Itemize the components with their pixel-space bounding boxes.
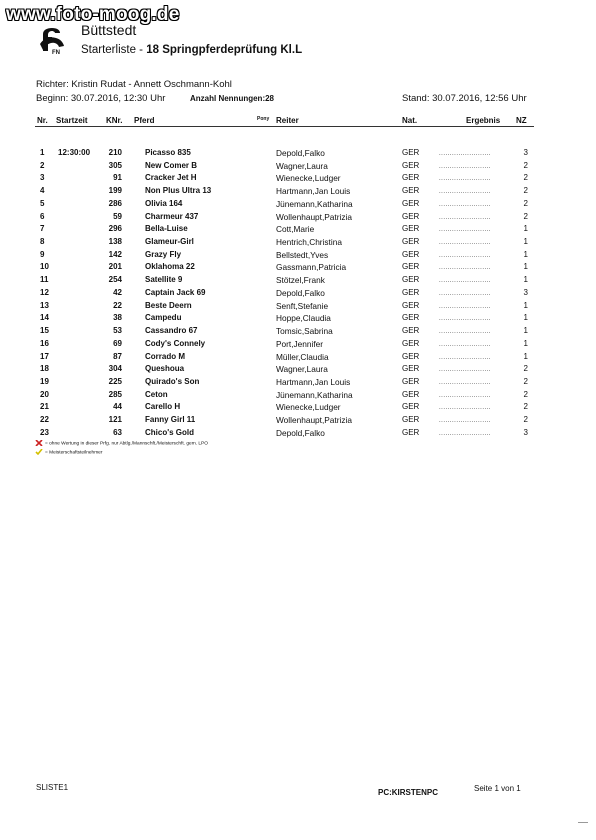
cell-nz: 1 bbox=[523, 224, 528, 234]
table-row bbox=[0, 402, 596, 415]
cell-rider: Hentrich,Christina bbox=[276, 237, 342, 248]
cell-horse: Ceton bbox=[145, 389, 168, 399]
cell-nr: 13 bbox=[40, 300, 49, 310]
table-row bbox=[0, 161, 596, 174]
cell-nr: 17 bbox=[40, 351, 49, 361]
cell-horse: Glameur-Girl bbox=[145, 237, 194, 247]
cell-dots: ........................ bbox=[439, 176, 492, 183]
start-time: Beginn: 30.07.2016, 12:30 Uhr bbox=[36, 93, 166, 104]
cell-nat: GER bbox=[402, 275, 420, 285]
cell-nr: 22 bbox=[40, 415, 49, 425]
cell-nz: 3 bbox=[523, 148, 528, 157]
cell-dots: ........................ bbox=[439, 265, 492, 272]
cell-nz: 1 bbox=[523, 300, 528, 310]
cell-nz: 1 bbox=[523, 275, 528, 285]
table-row bbox=[0, 173, 596, 186]
cell-nat: GER bbox=[402, 237, 420, 247]
cell-dots: ........................ bbox=[439, 405, 492, 412]
cell-nat: GER bbox=[402, 376, 420, 386]
cell-nr: 20 bbox=[40, 389, 49, 399]
cell-nr: 2 bbox=[40, 160, 45, 170]
cell-nat: GER bbox=[402, 364, 420, 374]
cell-nz: 2 bbox=[523, 415, 528, 425]
cell-nat: GER bbox=[402, 173, 420, 183]
cell-dots: ........................ bbox=[439, 290, 492, 297]
watermark: www.foto-moog.de bbox=[6, 4, 180, 25]
cell-nat: GER bbox=[402, 186, 420, 196]
cell-rider: Port,Jennifer bbox=[276, 338, 324, 349]
cell-nat: GER bbox=[402, 249, 420, 259]
cell-horse: Oklahoma 22 bbox=[145, 262, 195, 272]
cell-nr: 18 bbox=[40, 364, 49, 374]
cell-dots: ........................ bbox=[439, 240, 492, 247]
cell-rider: Jünemann,Katharina bbox=[276, 198, 353, 209]
cell-dots: ........................ bbox=[439, 201, 492, 208]
cell-nat: GER bbox=[402, 389, 420, 399]
cell-nz: 3 bbox=[523, 427, 528, 437]
cell-nr: 14 bbox=[40, 313, 49, 323]
legend-text: = Meisterschaftsteilnehmer bbox=[45, 450, 103, 456]
cell-knr: 87 bbox=[113, 351, 122, 361]
cell-rider: Müller,Claudia bbox=[276, 351, 329, 362]
cell-nr: 10 bbox=[40, 262, 49, 272]
cell-nat: GER bbox=[402, 262, 420, 272]
table-row bbox=[0, 313, 596, 326]
cell-rider: Depold,Falko bbox=[276, 427, 325, 438]
cell-nr: 6 bbox=[40, 211, 45, 221]
cell-nz: 2 bbox=[523, 389, 528, 399]
cell-knr: 142 bbox=[108, 249, 122, 259]
cell-knr: 38 bbox=[113, 313, 122, 323]
status-time: Stand: 30.07.2016, 12:56 Uhr bbox=[402, 93, 527, 104]
cell-nr: 12 bbox=[40, 287, 49, 297]
cell-knr: 42 bbox=[113, 287, 122, 297]
cell-dots: ........................ bbox=[439, 227, 492, 234]
cell-horse: Grazy Fly bbox=[145, 249, 182, 259]
cell-nat: GER bbox=[402, 313, 420, 323]
cell-rider: Wienecke,Ludger bbox=[276, 173, 341, 184]
cell-dots: ........................ bbox=[439, 278, 492, 285]
cell-knr: 285 bbox=[108, 389, 122, 399]
cell-nr: 21 bbox=[40, 402, 49, 412]
cell-horse: Charmeur 437 bbox=[145, 211, 199, 221]
table-row bbox=[0, 237, 596, 250]
cell-nat: GER bbox=[402, 338, 420, 348]
cell-nz: 2 bbox=[523, 364, 528, 374]
cell-nz: 2 bbox=[523, 198, 528, 208]
cell-dots: ........................ bbox=[439, 341, 492, 348]
cell-dots: ........................ bbox=[439, 151, 492, 157]
cell-horse: Cassandro 67 bbox=[145, 326, 198, 336]
cell-nr: 19 bbox=[40, 376, 49, 386]
legend-text: = ohne Wertung in dieser Prfg. nur Abtlg./Mannschft./Meisterschft. gem. LPO bbox=[45, 441, 208, 447]
table-row bbox=[0, 250, 596, 263]
cell-horse: Non Plus Ultra 13 bbox=[145, 186, 212, 196]
col-header-nat: Nat. bbox=[402, 116, 418, 125]
cell-dots: ........................ bbox=[439, 163, 492, 170]
page-corner-mark bbox=[578, 822, 588, 827]
title-name: 18 Springpferdeprüfung Kl.L bbox=[146, 44, 303, 56]
cell-nz: 2 bbox=[523, 402, 528, 412]
cell-dots: ........................ bbox=[439, 214, 492, 221]
cell-dots: ........................ bbox=[439, 367, 492, 374]
col-header-result: Ergebnis bbox=[466, 116, 501, 125]
cell-nat: GER bbox=[402, 326, 420, 336]
cell-horse: Chico's Gold bbox=[145, 427, 195, 437]
cell-rider: Stötzel,Frank bbox=[276, 275, 325, 286]
cell-horse: Beste Deern bbox=[145, 300, 192, 310]
cell-dots: ........................ bbox=[439, 189, 492, 196]
cell-nr: 9 bbox=[40, 249, 45, 259]
cell-rider: Wienecke,Ludger bbox=[276, 402, 341, 413]
cell-nat: GER bbox=[402, 415, 420, 425]
cell-nat: GER bbox=[402, 160, 420, 170]
cell-nr: 15 bbox=[40, 326, 49, 336]
cell-horse: New Comer B bbox=[145, 160, 198, 170]
cell-horse: Captain Jack 69 bbox=[145, 287, 206, 297]
cell-nr: 16 bbox=[40, 338, 49, 348]
cell-nat: GER bbox=[402, 224, 420, 234]
cell-nr: 3 bbox=[40, 173, 45, 183]
cell-nz: 2 bbox=[523, 376, 528, 386]
cell-rider: Bellstedt,Yves bbox=[276, 249, 329, 260]
cell-horse: Olivia 164 bbox=[145, 198, 183, 208]
cell-horse: Quirado's Son bbox=[145, 376, 200, 386]
cell-nz: 1 bbox=[523, 351, 528, 361]
venue-title: Büttstedt bbox=[81, 22, 137, 38]
cell-knr: 44 bbox=[113, 402, 122, 412]
cell-knr: 91 bbox=[113, 173, 122, 183]
cell-knr: 121 bbox=[108, 415, 122, 425]
table-row bbox=[0, 224, 596, 237]
cell-dots: ........................ bbox=[439, 354, 492, 361]
cell-rider: Depold,Falko bbox=[276, 287, 325, 298]
cell-rider: Wollenhaupt,Patrizia bbox=[276, 211, 352, 222]
cell-nr: 8 bbox=[40, 237, 45, 247]
cell-nz: 1 bbox=[523, 237, 528, 247]
table-row bbox=[0, 352, 596, 365]
table-row bbox=[0, 390, 596, 403]
table-row bbox=[0, 364, 596, 377]
table-row bbox=[0, 275, 596, 288]
footer-report-id: SLISTE1 bbox=[36, 783, 69, 792]
cell-horse: Satellite 9 bbox=[145, 275, 183, 285]
col-header-pony: Pony bbox=[257, 116, 270, 122]
cell-nr: 5 bbox=[40, 198, 45, 208]
cell-nz: 1 bbox=[523, 313, 528, 323]
title-prefix: Starterliste - bbox=[81, 44, 143, 56]
cell-knr: 63 bbox=[113, 427, 122, 437]
cell-rider: Tomsic,Sabrina bbox=[276, 326, 333, 337]
cell-nz: 2 bbox=[523, 173, 528, 183]
cell-knr: 53 bbox=[113, 326, 122, 336]
table-row bbox=[0, 148, 596, 161]
cell-dots: ........................ bbox=[439, 392, 492, 399]
cell-dots: ........................ bbox=[439, 418, 492, 425]
cell-nat: GER bbox=[402, 351, 420, 361]
cell-rider: Wagner,Laura bbox=[276, 364, 328, 375]
cell-dots: ........................ bbox=[439, 329, 492, 336]
cell-nz: 2 bbox=[523, 186, 528, 196]
cell-nr: 23 bbox=[40, 427, 49, 437]
cell-nr: 4 bbox=[40, 186, 45, 196]
cell-knr: 59 bbox=[113, 211, 122, 221]
fn-horse-logo bbox=[38, 26, 66, 56]
cell-horse: Carello H bbox=[145, 402, 181, 412]
cell-dots: ........................ bbox=[439, 430, 492, 437]
cell-horse: Picasso 835 bbox=[145, 148, 191, 157]
cell-rider: Depold,Falko bbox=[276, 148, 325, 158]
table-row bbox=[0, 339, 596, 352]
cell-rider: Hoppe,Claudia bbox=[276, 313, 331, 324]
entries-count: Anzahl Nennungen:28 bbox=[190, 94, 275, 103]
cell-rider: Cott,Marie bbox=[276, 224, 315, 235]
col-header-time: Startzeit bbox=[56, 116, 88, 125]
table-row bbox=[0, 326, 596, 339]
cell-dots: ........................ bbox=[439, 303, 492, 310]
cell-horse: Corrado M bbox=[145, 351, 185, 361]
cell-time: 12:30:00 bbox=[58, 148, 91, 157]
cell-rider: Gassmann,Patricia bbox=[276, 262, 347, 273]
footer-pc: PC:KIRSTENPC bbox=[378, 788, 439, 797]
col-header-knr: KNr. bbox=[106, 116, 123, 125]
cell-rider: Hartmann,Jan Louis bbox=[276, 376, 351, 387]
cell-nat: GER bbox=[402, 198, 420, 208]
cell-horse: Cody's Connely bbox=[145, 338, 206, 348]
cell-rider: Wagner,Laura bbox=[276, 160, 328, 171]
table-row bbox=[0, 288, 596, 301]
cell-nz: 2 bbox=[523, 160, 528, 170]
cell-nat: GER bbox=[402, 402, 420, 412]
cell-nat: GER bbox=[402, 427, 420, 437]
cell-rider: Senft,Stefanie bbox=[276, 300, 329, 311]
table-row bbox=[0, 377, 596, 390]
cell-dots: ........................ bbox=[439, 252, 492, 259]
cell-nat: GER bbox=[402, 148, 420, 157]
cell-nr: 11 bbox=[40, 275, 49, 285]
competition-title bbox=[81, 44, 302, 56]
cell-horse: Queshoua bbox=[145, 364, 185, 374]
cell-knr: 305 bbox=[108, 160, 122, 170]
cell-knr: 210 bbox=[108, 148, 122, 157]
footer-page: Seite 1 von 1 bbox=[474, 784, 521, 793]
table-row bbox=[0, 428, 596, 441]
cell-nz: 1 bbox=[523, 262, 528, 272]
table-row bbox=[0, 212, 596, 225]
cell-knr: 69 bbox=[113, 338, 122, 348]
cell-nz: 1 bbox=[523, 326, 528, 336]
cell-horse: Fanny Girl 11 bbox=[145, 415, 196, 425]
cell-knr: 22 bbox=[113, 300, 122, 310]
cell-rider: Jünemann,Katharina bbox=[276, 389, 353, 400]
cell-dots: ........................ bbox=[439, 316, 492, 323]
table-row bbox=[0, 262, 596, 275]
col-header-nr: Nr. bbox=[37, 116, 48, 125]
cell-knr: 304 bbox=[108, 364, 122, 374]
cell-knr: 199 bbox=[108, 186, 122, 196]
cell-horse: Bella-Luise bbox=[145, 224, 188, 234]
table-row bbox=[0, 186, 596, 199]
cell-nr: 7 bbox=[40, 224, 45, 234]
cell-knr: 138 bbox=[108, 237, 122, 247]
judges-line: Richter: Kristin Rudat - Annett Oschmann-Kohl bbox=[36, 79, 232, 90]
legend-item bbox=[35, 449, 102, 455]
cell-rider: Wollenhaupt,Patrizia bbox=[276, 415, 352, 426]
col-header-rider: Reiter bbox=[276, 116, 299, 125]
cell-nz: 1 bbox=[523, 249, 528, 259]
cell-knr: 296 bbox=[108, 224, 122, 234]
cell-nz: 3 bbox=[523, 287, 528, 297]
cell-dots: ........................ bbox=[439, 379, 492, 386]
col-header-horse: Pferd bbox=[134, 116, 155, 125]
cell-nr: 1 bbox=[40, 148, 45, 157]
legend-item bbox=[35, 440, 208, 446]
header-rule bbox=[35, 126, 534, 127]
cell-horse: Campedu bbox=[145, 313, 182, 323]
cross-icon bbox=[35, 440, 43, 446]
cell-nat: GER bbox=[402, 300, 420, 310]
cell-knr: 225 bbox=[108, 376, 122, 386]
cell-knr: 286 bbox=[108, 198, 122, 208]
cell-nz: 2 bbox=[523, 211, 528, 221]
cell-nz: 1 bbox=[523, 338, 528, 348]
cell-knr: 201 bbox=[108, 262, 122, 272]
check-icon bbox=[35, 449, 43, 455]
svg-text:FN: FN bbox=[52, 50, 60, 56]
table-row bbox=[0, 415, 596, 428]
cell-rider: Hartmann,Jan Louis bbox=[276, 186, 351, 197]
cell-horse: Cracker Jet H bbox=[145, 173, 197, 183]
col-header-nz: NZ bbox=[516, 116, 527, 125]
cell-nat: GER bbox=[402, 287, 420, 297]
table-row bbox=[0, 301, 596, 314]
table-row bbox=[0, 199, 596, 212]
cell-nat: GER bbox=[402, 211, 420, 221]
cell-knr: 254 bbox=[108, 275, 122, 285]
